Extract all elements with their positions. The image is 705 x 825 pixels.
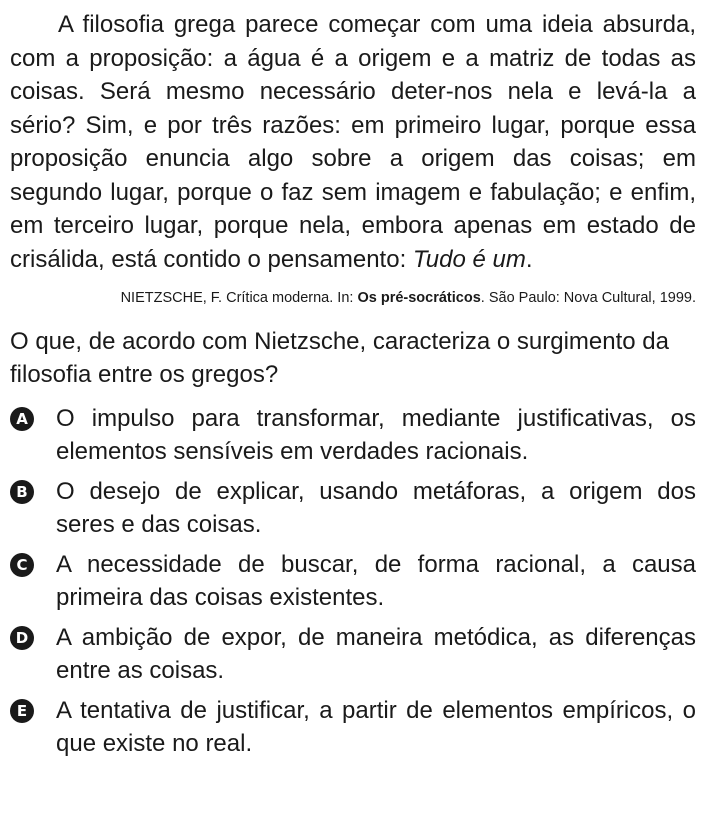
option-c-text: A necessidade de buscar, de forma racional, a causa primeira das coisas existentes.	[56, 551, 696, 611]
passage-text	[10, 8, 696, 276]
citation-suffix: . São Paulo: Nova Cultural, 1999.	[480, 290, 696, 306]
option-c-letter-badge: C	[10, 553, 34, 577]
option-a[interactable]	[10, 403, 696, 468]
option-e-text: A tentativa de justificar, a partir de elementos empíricos, o que existe no real.	[56, 697, 696, 757]
option-b-letter-badge: B	[10, 480, 34, 504]
option-a-letter-badge: A	[10, 407, 34, 431]
option-b[interactable]	[10, 476, 696, 541]
citation-work-title: Os pré-socráticos	[357, 290, 481, 306]
option-e[interactable]	[10, 695, 696, 760]
option-c[interactable]	[10, 549, 696, 614]
option-d[interactable]	[10, 622, 696, 687]
option-d-text: A ambição de expor, de maneira metódica, as diferenças entre as coisas.	[56, 624, 696, 684]
source-citation	[10, 288, 696, 308]
option-e-letter-badge: E	[10, 699, 34, 723]
question-prompt: O que, de acordo com Nietzsche, caracteriza o surgimento da filosofia entre os gregos?	[10, 328, 669, 388]
option-b-text: O desejo de explicar, usando metáforas, a origem dos seres e das coisas.	[56, 478, 696, 538]
citation-prefix: NIETZSCHE, F. Crítica moderna. In:	[120, 290, 358, 306]
exam-question	[10, 8, 696, 768]
passage-body: A filosofia grega parece começar com uma ideia absurda, com a proposição: a água é a origem e a matriz de todas as coisas. Será mesmo necessário deter-nos nela e levá-la a sério? Sim, e por três razões: em primeiro lugar, porque essa proposição enuncia algo sobre a origem das coisas; em segundo lugar, porque o faz sem imagem e fabulação; e enfim, em terceiro lugar, porque nela, embora apenas em estado de crisálida, está contido o pensamento:	[10, 11, 696, 273]
passage-emphasis: Tudo é um	[412, 245, 526, 273]
passage-end: .	[525, 245, 533, 273]
option-a-text: O impulso para transformar, mediante justificativas, os elementos sensíveis em verdades racionais.	[56, 405, 696, 465]
answer-options	[10, 403, 696, 760]
option-d-letter-badge: D	[10, 626, 34, 650]
